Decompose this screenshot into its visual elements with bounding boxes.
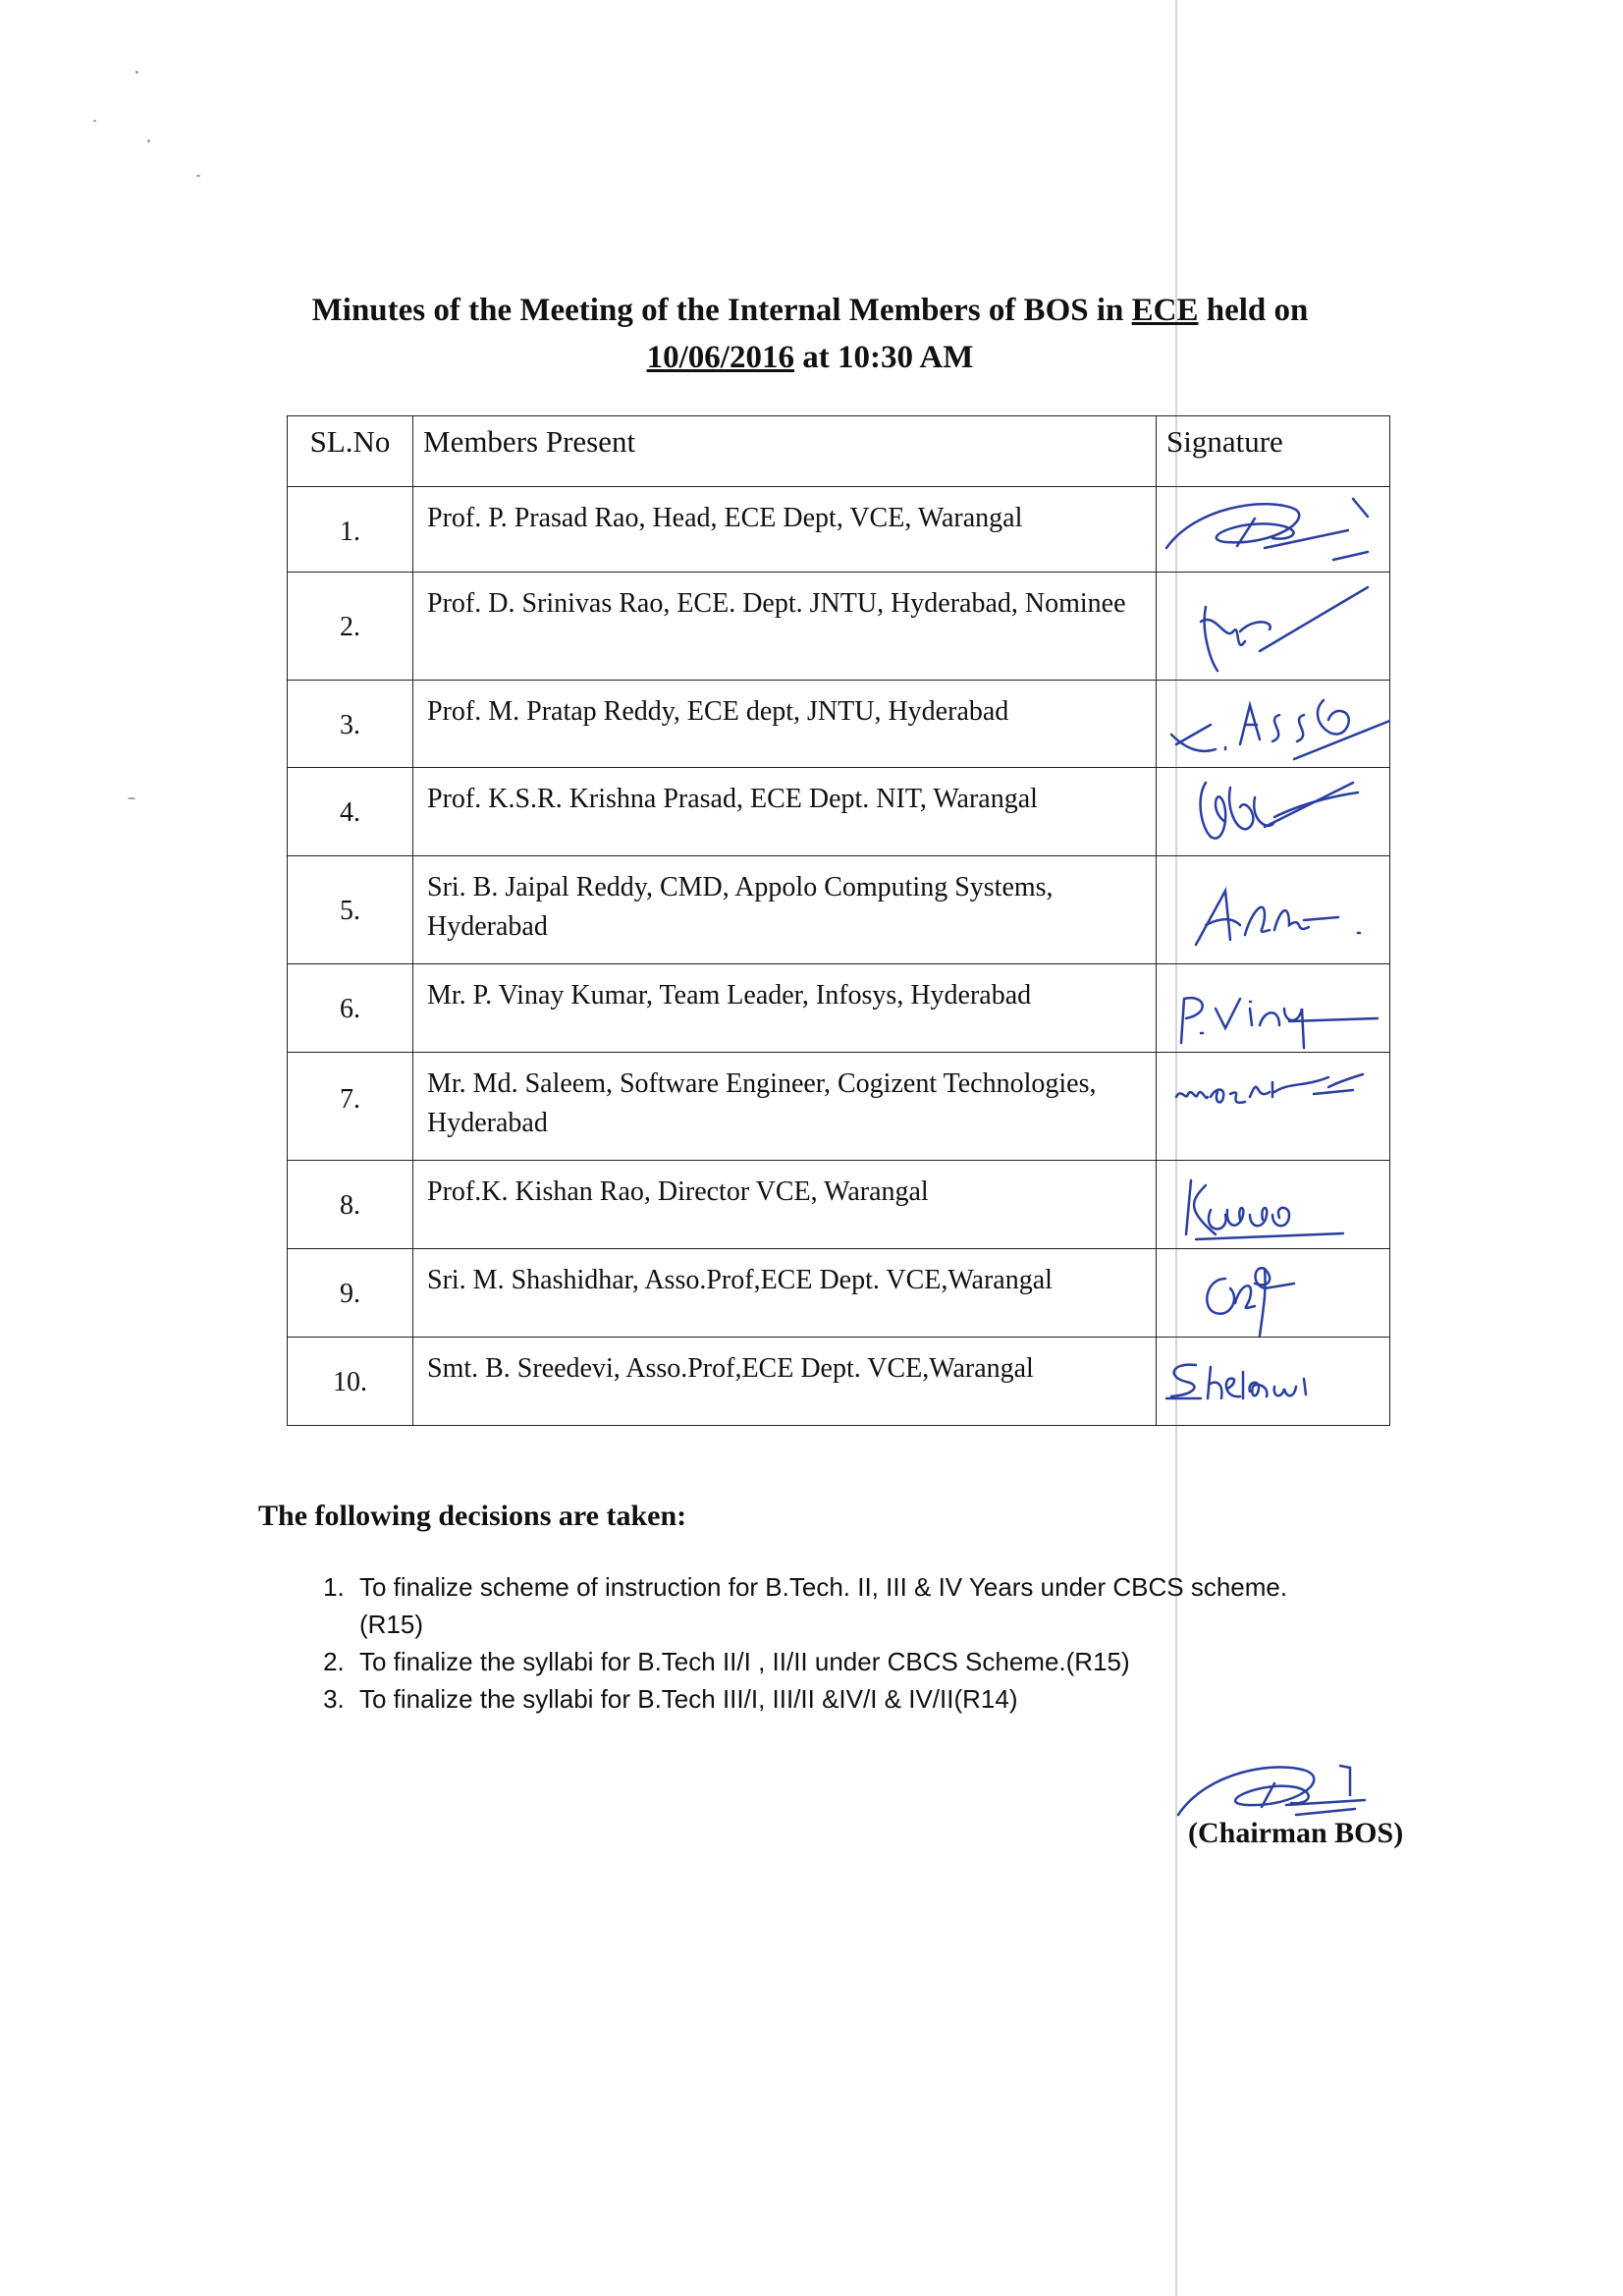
signature-cell	[1157, 964, 1390, 1053]
title-dept: ECE	[1131, 293, 1199, 328]
signature-image	[1157, 1249, 1390, 1338]
table-row	[288, 856, 1390, 964]
member-name: Prof. D. Srinivas Rao, ECE. Dept. JNTU, Hyderabad, Nominee	[413, 573, 1157, 681]
signature-cell	[1157, 1249, 1390, 1338]
signature-image	[1157, 856, 1390, 964]
row-number: 2.	[288, 573, 413, 681]
title-suffix: held on	[1206, 293, 1309, 328]
title-prefix: Minutes of the Meeting of the Internal Members of BOS in	[311, 293, 1124, 328]
decisions-list	[295, 1568, 1314, 1718]
row-number: 5.	[288, 856, 413, 964]
member-name: Smt. B. Sreedevi, Asso.Prof,ECE Dept. VCE,Warangal	[413, 1338, 1157, 1426]
member-name: Mr. Md. Saleem, Software Engineer, Cogizent Technologies, Hyderabad	[413, 1053, 1157, 1161]
signature-cell	[1157, 856, 1390, 964]
decision-item: 3. To finalize the syllabi for B.Tech III/I, III/II &IV/I & IV/II(R14)	[352, 1680, 1314, 1718]
scan-speck	[135, 71, 138, 74]
row-number: 4.	[288, 768, 413, 856]
signature-image	[1157, 1053, 1390, 1161]
member-name: Sri. M. Shashidhar, Asso.Prof,ECE Dept. VCE,Warangal	[413, 1249, 1157, 1338]
row-number: 9.	[288, 1249, 413, 1338]
member-name: Prof. P. Prasad Rao, Head, ECE Dept, VCE, Warangal	[413, 487, 1157, 573]
decisions-heading: The following decisions are taken:	[258, 1500, 687, 1532]
decision-item: 2. To finalize the syllabi for B.Tech II/I , II/II under CBCS Scheme.(R15)	[352, 1643, 1314, 1680]
signature-image	[1157, 487, 1390, 573]
title-date: 10/06/2016	[646, 340, 794, 375]
row-number: 7.	[288, 1053, 413, 1161]
header-signature: Signature	[1157, 416, 1390, 487]
signature-image	[1157, 1161, 1390, 1249]
table-row	[288, 768, 1390, 856]
table-row	[288, 964, 1390, 1053]
table-row	[288, 487, 1390, 573]
page-title	[216, 287, 1404, 381]
signature-image	[1157, 1338, 1390, 1426]
decision-item: 1. To finalize scheme of instruction for B.Tech. II, III & IV Years under CBCS scheme.(R15)	[352, 1568, 1314, 1643]
table-row	[288, 1053, 1390, 1161]
member-name: Prof. K.S.R. Krishna Prasad, ECE Dept. NIT, Warangal	[413, 768, 1157, 856]
title-time: at 10:30 AM	[802, 340, 974, 375]
header-slno: SL.No	[288, 416, 413, 487]
signature-cell	[1157, 1053, 1390, 1161]
signature-cell	[1157, 1338, 1390, 1426]
member-name: Prof.K. Kishan Rao, Director VCE, Warangal	[413, 1161, 1157, 1249]
signature-cell	[1157, 768, 1390, 856]
table-row	[288, 1249, 1390, 1338]
row-number: 10.	[288, 1338, 413, 1426]
signature-image	[1157, 964, 1390, 1053]
member-name: Prof. M. Pratap Reddy, ECE dept, JNTU, Hyderabad	[413, 681, 1157, 768]
signature-cell	[1157, 573, 1390, 681]
chairman-label: (Chairman BOS)	[1188, 1817, 1404, 1849]
scan-speck	[196, 175, 200, 177]
row-number: 6.	[288, 964, 413, 1053]
row-number: 1.	[288, 487, 413, 573]
signature-cell	[1157, 1161, 1390, 1249]
scan-speck	[147, 139, 150, 142]
scan-speck	[128, 797, 135, 799]
signature-cell	[1157, 487, 1390, 573]
row-number: 8.	[288, 1161, 413, 1249]
member-name: Sri. B. Jaipal Reddy, CMD, Appolo Computing Systems, Hyderabad	[413, 856, 1157, 964]
table-header-row	[288, 416, 1390, 487]
table-row	[288, 1338, 1390, 1426]
scan-speck	[93, 120, 96, 122]
signature-cell	[1157, 681, 1390, 768]
table-row	[288, 681, 1390, 768]
table-row	[288, 1161, 1390, 1249]
members-table	[287, 415, 1390, 1426]
signature-image	[1157, 768, 1390, 856]
signature-image	[1157, 573, 1390, 681]
header-members: Members Present	[413, 416, 1157, 487]
signature-image	[1157, 681, 1390, 768]
member-name: Mr. P. Vinay Kumar, Team Leader, Infosys, Hyderabad	[413, 964, 1157, 1053]
table-row	[288, 573, 1390, 681]
row-number: 3.	[288, 681, 413, 768]
